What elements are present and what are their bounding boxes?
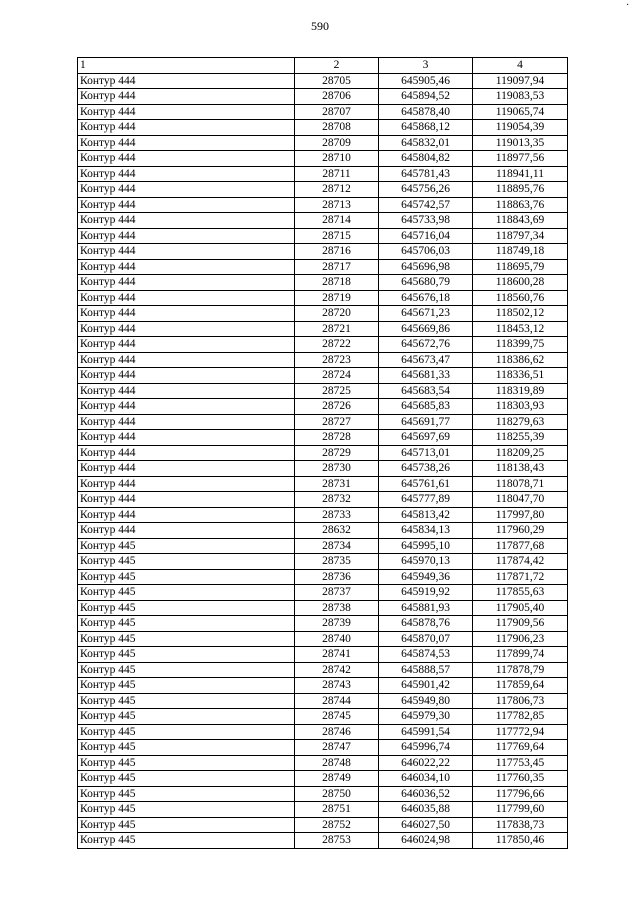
cell-x: 646022,22 [379,755,473,771]
cell-y: 118209,25 [473,445,568,461]
table-row [78,399,568,415]
cell-contour: Контур 444 [78,151,295,167]
table-row [78,709,568,725]
cell-y: 118977,56 [473,151,568,167]
cell-contour: Контур 445 [78,538,295,554]
cell-y: 117874,42 [473,554,568,570]
table-row [78,817,568,833]
cell-y: 117769,64 [473,740,568,756]
cell-y: 118399,75 [473,337,568,353]
cell-x: 646034,10 [379,771,473,787]
cell-contour: Контур 444 [78,244,295,260]
cell-x: 645813,42 [379,507,473,523]
cell-contour: Контур 445 [78,554,295,570]
table-row [78,755,568,771]
cell-point-number: 28751 [295,802,379,818]
cell-contour: Контур 444 [78,461,295,477]
cell-y: 118502,12 [473,306,568,322]
cell-y: 118047,70 [473,492,568,508]
cell-contour: Контур 444 [78,399,295,415]
cell-point-number: 28743 [295,678,379,694]
cell-x: 645979,30 [379,709,473,725]
cell-point-number: 28723 [295,352,379,368]
cell-y: 117838,73 [473,817,568,833]
table-row [78,740,568,756]
cell-contour: Контур 444 [78,120,295,136]
cell-point-number: 28726 [295,399,379,415]
cell-y: 117782,85 [473,709,568,725]
cell-contour: Контур 444 [78,306,295,322]
cell-point-number: 28709 [295,135,379,151]
table-row [78,228,568,244]
table-row [78,275,568,291]
cell-point-number: 28712 [295,182,379,198]
cell-x: 645761,61 [379,476,473,492]
cell-contour: Контур 444 [78,228,295,244]
cell-contour: Контур 444 [78,275,295,291]
cell-y: 119097,94 [473,73,568,89]
cell-x: 645949,36 [379,569,473,585]
table-row [78,631,568,647]
cell-y: 117772,94 [473,724,568,740]
table-row [78,476,568,492]
cell-y: 117850,46 [473,833,568,849]
cell-contour: Контур 445 [78,693,295,709]
cell-point-number: 28706 [295,89,379,105]
cell-point-number: 28735 [295,554,379,570]
cell-x: 645834,13 [379,523,473,539]
cell-y: 117877,68 [473,538,568,554]
cell-y: 119013,35 [473,135,568,151]
cell-y: 118749,18 [473,244,568,260]
cell-y: 118279,63 [473,414,568,430]
table-row [78,554,568,570]
header-row [78,58,568,74]
header-cell-x: 3 [379,58,473,74]
table-row [78,73,568,89]
cell-point-number: 28711 [295,166,379,182]
cell-point-number: 28744 [295,693,379,709]
page-number: 590 [311,19,329,33]
cell-contour: Контур 444 [78,135,295,151]
cell-x: 645970,13 [379,554,473,570]
cell-y: 117855,63 [473,585,568,601]
table-row [78,802,568,818]
cell-contour: Контур 444 [78,523,295,539]
header-cell-contour: 1 [78,58,295,74]
cell-x: 645742,57 [379,197,473,213]
cell-y: 118078,71 [473,476,568,492]
cell-x: 645756,26 [379,182,473,198]
cell-contour: Контур 444 [78,445,295,461]
cell-y: 119054,39 [473,120,568,136]
cell-contour: Контур 444 [78,259,295,275]
table-header [78,58,568,74]
cell-x: 645683,54 [379,383,473,399]
cell-x: 645874,53 [379,647,473,663]
cell-point-number: 28718 [295,275,379,291]
table-row [78,662,568,678]
table-row [78,197,568,213]
cell-point-number: 28705 [295,73,379,89]
table-row [78,120,568,136]
cell-contour: Контур 445 [78,740,295,756]
cell-contour: Контур 445 [78,647,295,663]
cell-y: 117859,64 [473,678,568,694]
cell-y: 117796,66 [473,786,568,802]
cell-x: 645716,04 [379,228,473,244]
cell-x: 645832,01 [379,135,473,151]
cell-y: 118255,39 [473,430,568,446]
cell-x: 645995,10 [379,538,473,554]
cell-x: 645804,82 [379,151,473,167]
cell-y: 118895,76 [473,182,568,198]
cell-contour: Контур 445 [78,709,295,725]
cell-point-number: 28727 [295,414,379,430]
table-row [78,724,568,740]
cell-contour: Контур 445 [78,616,295,632]
table-row [78,538,568,554]
cell-point-number: 28741 [295,647,379,663]
cell-x: 645949,80 [379,693,473,709]
cell-contour: Контур 444 [78,166,295,182]
cell-x: 646035,88 [379,802,473,818]
cell-point-number: 28708 [295,120,379,136]
header-cell-y: 4 [473,58,568,74]
cell-contour: Контур 445 [78,802,295,818]
cell-x: 646036,52 [379,786,473,802]
table-row [78,507,568,523]
cell-x: 645881,93 [379,600,473,616]
cell-point-number: 28707 [295,104,379,120]
cell-x: 645696,98 [379,259,473,275]
cell-point-number: 28721 [295,321,379,337]
cell-y: 119083,53 [473,89,568,105]
table-row [78,259,568,275]
cell-y: 117905,40 [473,600,568,616]
table-row [78,135,568,151]
table-row [78,352,568,368]
cell-y: 118303,93 [473,399,568,415]
cell-contour: Контур 444 [78,197,295,213]
cell-contour: Контур 445 [78,662,295,678]
table-row [78,321,568,337]
cell-point-number: 28710 [295,151,379,167]
cell-contour: Контур 444 [78,104,295,120]
cell-point-number: 28737 [295,585,379,601]
cell-y: 118941,11 [473,166,568,182]
cell-x: 645691,77 [379,414,473,430]
cell-point-number: 28725 [295,383,379,399]
cell-y: 118386,62 [473,352,568,368]
cell-contour: Контур 444 [78,89,295,105]
cell-contour: Контур 445 [78,600,295,616]
cell-x: 645680,79 [379,275,473,291]
cell-contour: Контур 444 [78,213,295,229]
cell-point-number: 28731 [295,476,379,492]
cell-point-number: 28745 [295,709,379,725]
cell-contour: Контур 445 [78,585,295,601]
cell-y: 118863,76 [473,197,568,213]
cell-contour: Контур 445 [78,569,295,585]
cell-point-number: 28728 [295,430,379,446]
cell-y: 118138,43 [473,461,568,477]
cell-point-number: 28716 [295,244,379,260]
cell-contour: Контур 444 [78,73,295,89]
cell-x: 645894,52 [379,89,473,105]
cell-point-number: 28753 [295,833,379,849]
table-row [78,89,568,105]
cell-point-number: 28734 [295,538,379,554]
cell-y: 117909,56 [473,616,568,632]
cell-x: 645676,18 [379,290,473,306]
table-row [78,786,568,802]
cell-x: 645868,12 [379,120,473,136]
table-row [78,306,568,322]
cell-y: 118453,12 [473,321,568,337]
cell-x: 646024,98 [379,833,473,849]
cell-y: 117871,72 [473,569,568,585]
cell-point-number: 28738 [295,600,379,616]
cell-contour: Контур 444 [78,430,295,446]
table-row [78,104,568,120]
corner-mark: · [626,0,630,11]
cell-x: 646027,50 [379,817,473,833]
cell-y: 118843,69 [473,213,568,229]
cell-point-number: 28719 [295,290,379,306]
cell-point-number: 28730 [295,461,379,477]
cell-y: 117806,73 [473,693,568,709]
cell-point-number: 28752 [295,817,379,833]
cell-contour: Контур 444 [78,507,295,523]
table-row [78,492,568,508]
cell-point-number: 28732 [295,492,379,508]
cell-x: 645697,69 [379,430,473,446]
cell-contour: Контур 444 [78,383,295,399]
cell-contour: Контур 445 [78,833,295,849]
cell-y: 117760,35 [473,771,568,787]
cell-point-number: 28740 [295,631,379,647]
cell-x: 645673,47 [379,352,473,368]
cell-contour: Контур 445 [78,786,295,802]
cell-point-number: 28724 [295,368,379,384]
cell-x: 645671,23 [379,306,473,322]
table-row [78,693,568,709]
cell-point-number: 28722 [295,337,379,353]
cell-x: 645888,57 [379,662,473,678]
table-row [78,337,568,353]
cell-point-number: 28713 [295,197,379,213]
table-row [78,244,568,260]
table-row [78,151,568,167]
cell-x: 645878,40 [379,104,473,120]
cell-y: 117899,74 [473,647,568,663]
cell-point-number: 28742 [295,662,379,678]
cell-point-number: 28714 [295,213,379,229]
cell-contour: Контур 445 [78,771,295,787]
table-row [78,383,568,399]
cell-x: 645706,03 [379,244,473,260]
cell-x: 645870,07 [379,631,473,647]
cell-contour: Контур 444 [78,321,295,337]
table-row [78,647,568,663]
cell-x: 645919,92 [379,585,473,601]
table-row [78,461,568,477]
table-row [78,213,568,229]
cell-point-number: 28720 [295,306,379,322]
table-row [78,523,568,539]
cell-contour: Контур 445 [78,678,295,694]
table-row [78,585,568,601]
table-row [78,182,568,198]
table-row [78,600,568,616]
cell-contour: Контур 444 [78,182,295,198]
cell-x: 645669,86 [379,321,473,337]
cell-y: 118560,76 [473,290,568,306]
cell-point-number: 28749 [295,771,379,787]
cell-x: 645681,33 [379,368,473,384]
cell-contour: Контур 444 [78,492,295,508]
table-row [78,678,568,694]
table-row [78,414,568,430]
cell-contour: Контур 444 [78,290,295,306]
cell-point-number: 28748 [295,755,379,771]
table-body [78,73,568,848]
cell-point-number: 28733 [295,507,379,523]
cell-x: 645878,76 [379,616,473,632]
cell-y: 117753,45 [473,755,568,771]
cell-y: 117960,29 [473,523,568,539]
cell-x: 645905,46 [379,73,473,89]
cell-point-number: 28736 [295,569,379,585]
cell-x: 645777,89 [379,492,473,508]
cell-y: 117878,79 [473,662,568,678]
table-row [78,445,568,461]
cell-point-number: 28750 [295,786,379,802]
cell-point-number: 28632 [295,523,379,539]
cell-point-number: 28729 [295,445,379,461]
table-row [78,430,568,446]
cell-contour: Контур 445 [78,631,295,647]
cell-y: 117997,80 [473,507,568,523]
cell-y: 118336,51 [473,368,568,384]
cell-point-number: 28746 [295,724,379,740]
cell-y: 117906,23 [473,631,568,647]
table-row [78,569,568,585]
cell-y: 118797,34 [473,228,568,244]
cell-x: 645713,01 [379,445,473,461]
cell-contour: Контур 444 [78,352,295,368]
cell-y: 118319,89 [473,383,568,399]
table-row [78,833,568,849]
cell-contour: Контур 444 [78,414,295,430]
cell-y: 118695,79 [473,259,568,275]
header-cell-point: 2 [295,58,379,74]
cell-contour: Контур 444 [78,337,295,353]
cell-y: 118600,28 [473,275,568,291]
cell-contour: Контур 445 [78,724,295,740]
table-row [78,290,568,306]
cell-x: 645901,42 [379,678,473,694]
cell-contour: Контур 445 [78,755,295,771]
cell-x: 645781,43 [379,166,473,182]
cell-x: 645685,83 [379,399,473,415]
cell-point-number: 28747 [295,740,379,756]
cell-contour: Контур 444 [78,476,295,492]
table-row [78,616,568,632]
cell-x: 645672,76 [379,337,473,353]
cell-x: 645733,98 [379,213,473,229]
cell-x: 645991,54 [379,724,473,740]
cell-y: 117799,60 [473,802,568,818]
cell-contour: Контур 444 [78,368,295,384]
table-row [78,166,568,182]
cell-x: 645738,26 [379,461,473,477]
cell-y: 119065,74 [473,104,568,120]
cell-contour: Контур 445 [78,817,295,833]
cell-point-number: 28717 [295,259,379,275]
table-row [78,368,568,384]
cell-x: 645996,74 [379,740,473,756]
table-row [78,771,568,787]
coordinates-table [77,57,568,849]
cell-point-number: 28739 [295,616,379,632]
cell-point-number: 28715 [295,228,379,244]
